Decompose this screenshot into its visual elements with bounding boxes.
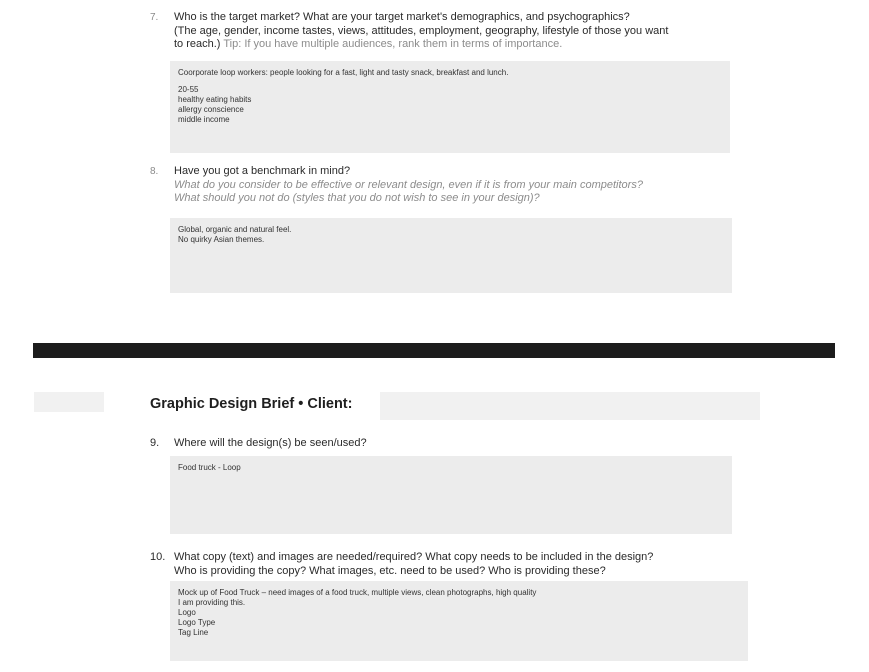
answer-line: Mock up of Food Truck – need images of a food truck, multiple views, clean photographs, high quality bbox=[178, 588, 537, 597]
answer-line: I am providing this. bbox=[178, 598, 246, 607]
client-name-blur bbox=[380, 392, 760, 420]
question-number: 9. bbox=[150, 437, 160, 449]
question-title: Have you got a benchmark in mind? bbox=[174, 165, 351, 177]
question-title: Where will the design(s) be seen/used? bbox=[174, 437, 367, 449]
answer-intro: Coorporate loop workers: people looking for a fast, light and tasty snack, breakfast and lunch. bbox=[178, 68, 509, 77]
answer-line: Logo bbox=[178, 608, 196, 617]
answer-line: Global, organic and natural feel. bbox=[178, 225, 292, 234]
page-divider bbox=[33, 343, 835, 358]
question-number: 7. bbox=[150, 12, 159, 23]
answer-box-8 bbox=[170, 218, 732, 293]
answer-line: 20-55 bbox=[178, 85, 199, 94]
answer-line: Logo Type bbox=[178, 618, 216, 627]
question-text-line: Who is providing the copy? What images, etc. need to be used? Who is providing these? bbox=[174, 564, 606, 577]
question-text-end: to reach.) bbox=[174, 38, 221, 50]
question-subtext: What do you consider to be effective or relevant design, even if it is from your main competitors? bbox=[174, 178, 643, 191]
question-10 bbox=[150, 551, 770, 579]
answer-box-10 bbox=[170, 581, 748, 661]
answer-box-7 bbox=[170, 61, 730, 153]
answer-line: healthy eating habits bbox=[178, 95, 252, 104]
answer-line: No quirky Asian themes. bbox=[178, 235, 265, 244]
question-subtext: What should you not do (styles that you do not wish to see in your design)? bbox=[174, 192, 540, 204]
question-text-line bbox=[174, 38, 668, 52]
tip-text: Tip: If you have multiple audiences, rank them in terms of importance. bbox=[223, 38, 563, 50]
answer-line: Tag Line bbox=[178, 628, 209, 637]
answer-line: middle income bbox=[178, 115, 230, 124]
margin-blur bbox=[34, 392, 104, 412]
page-title: Graphic Design Brief • Client: bbox=[150, 396, 353, 412]
answer-box-9 bbox=[170, 456, 732, 534]
question-9 bbox=[150, 437, 770, 453]
question-text-line: Who is the target market? What are your target market's demographics, and psychographics? bbox=[174, 11, 630, 23]
question-number: 8. bbox=[150, 166, 159, 177]
answer-line: Food truck - Loop bbox=[178, 463, 241, 472]
question-text-line: What copy (text) and images are needed/required? What copy needs to be included in the design? bbox=[174, 551, 654, 563]
question-number: 10. bbox=[150, 551, 166, 563]
question-7 bbox=[150, 11, 770, 56]
answer-line: allergy conscience bbox=[178, 105, 244, 114]
question-8 bbox=[150, 165, 770, 210]
question-text-line: (The age, gender, income tastes, views, attitudes, employment, geography, lifestyle of those you want bbox=[174, 24, 669, 37]
